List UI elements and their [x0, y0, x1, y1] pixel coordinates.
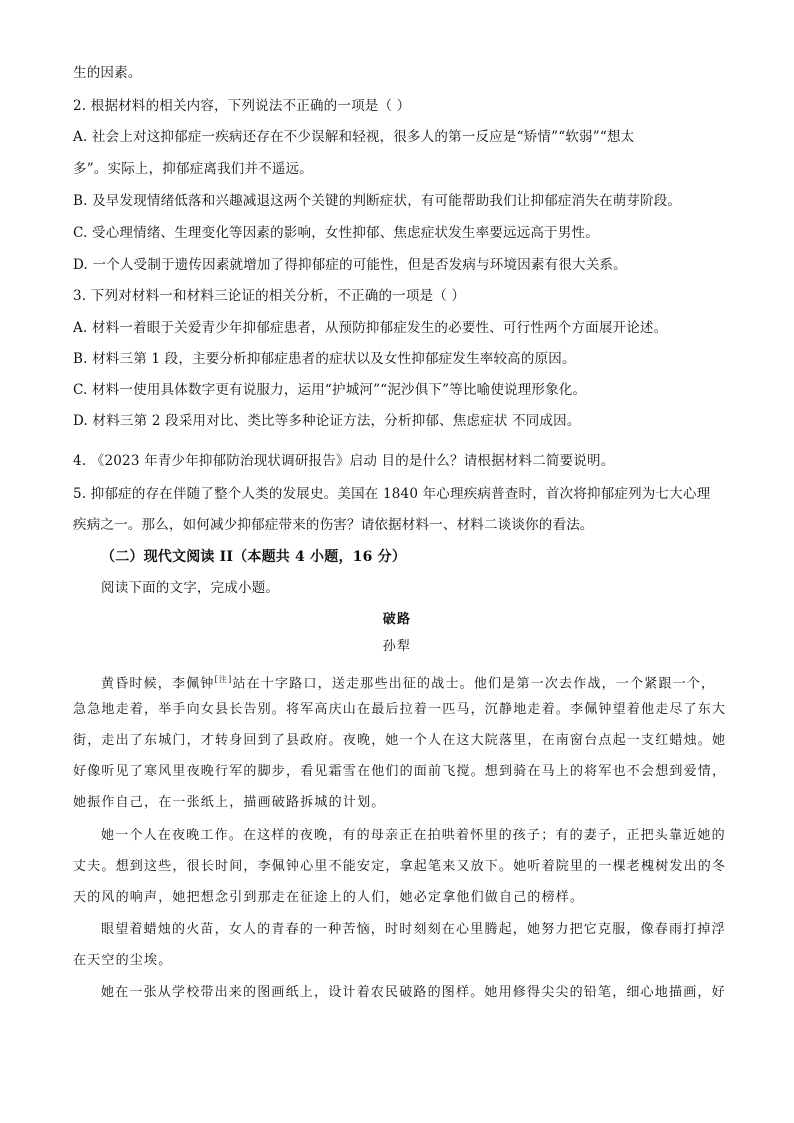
story-line: 她振作自己，在一张纸上，描画破路拆城的计划。	[73, 795, 386, 810]
option-a: A. 社会上对这抑郁症一疾病还存在不少误解和轻视，很多人的第一反应是“矫情”“软弱”“想太	[73, 129, 635, 145]
story-line-part: 站在十字路口，送走那些出征的战士。他们是第一次去作战，一个紧跟一个，	[232, 676, 716, 692]
footnote-mark: [注]	[214, 675, 233, 684]
story-line: 好像听见了寒风里夜晚行军的脚步，看见霜雪在他们的面前飞搅。想到骑在马上的将军也不会想到爱情，	[73, 764, 727, 779]
story-line: 丈夫。想到这些，很长时间，李佩钟心里不能安定，拿起笔来又放下。她听着院里的一棵老槐树发出的冬	[73, 859, 727, 874]
text-line: 疾病之一。那么，如何减少抑郁症带来的伤害？请依据材料一、材料二谈谈你的看法。	[73, 517, 594, 533]
instruction: 阅读下面的文字，完成小题。	[101, 580, 280, 596]
story-line	[101, 670, 715, 694]
story-line-part: 黄昏时候，李佩钟	[101, 676, 215, 692]
text-line: 生的因素。	[73, 65, 142, 81]
option-a: A. 材料一着眼于关爱青少年抑郁症患者，从预防抑郁症发生的必要性、可行性两个方面展开论述。	[73, 320, 668, 336]
story-line: 她一个人在夜晚工作。在这样的夜晚，有的母亲正在拍哄着怀里的孩子；有的妻子，正把头靠近她的	[101, 828, 726, 843]
story-line: 街，走出了东城门，才转身回到了县政府。夜晚，她一个人在这大院落里，在南窗台点起一支红蜡烛。她	[73, 733, 727, 748]
option-c: C. 受心理情绪、生理变化等因素的影响，女性抑郁、焦虑症状发生率要远远高于男性。	[73, 225, 599, 241]
question-3: 3. 下列对材料一和材料三论证的相关分析，不正确的一项是（ ）	[73, 288, 466, 304]
option-b: B. 及早发现情绪低落和兴趣减退这两个关键的判断症状，有可能帮助我们让抑郁症消失在萌芽阶段。	[73, 193, 682, 209]
story-line: 她在一张从学校带出来的图画纸上，设计着农民破路的图样。她用修得尖尖的铅笔，细心地描画，好	[101, 985, 726, 1000]
question-4: 4. 《2023 年青少年抑郁防治现状调研报告》启动 目的是什么？请根据材料二简要说明。	[73, 453, 615, 469]
story-author: 孙犁	[382, 639, 412, 654]
story-line: 在天空的尘埃。	[73, 953, 173, 968]
text-line: 多”。实际上，抑郁症离我们并不遥远。	[73, 161, 314, 177]
option-d: D. 材料三第 2 段采用对比、类比等多种论证方法，分析抑郁、焦虑症状 不同成因。	[73, 413, 581, 429]
story-line: 急急地走着，举手向女县长告别。将军高庆山在最后拉着一匹马，沉静地走着。李佩钟望着他走尽了东大	[73, 702, 727, 717]
story-title: 破路	[382, 612, 412, 627]
section-heading: （二）现代文阅读 II（本题共 4 小题，16 分）	[101, 549, 407, 565]
option-b: B. 材料三第 1 段，主要分析抑郁症患者的症状以及女性抑郁症发生率较高的原因。	[73, 351, 576, 367]
question-2: 2. 根据材料的相关内容，下列说法不正确的一项是（ ）	[73, 98, 411, 114]
question-5: 5. 抑郁症的存在伴随了整个人类的发展史。美国在 1840 年心理疾病普查时，首次将抑郁症列为七大心理	[73, 486, 711, 502]
story-line: 天的风的响声，她把想念引到那走在征途上的人们，她必定拿他们做自己的榜样。	[73, 890, 585, 905]
option-d: D. 一个人受制于遗传因素就增加了得抑郁症的可能性，但是否发病与环境因素有很大关系。	[73, 257, 627, 273]
story-line: 眼望着蜡烛的火苗，女人的青春的一种苦恼，时时刻刻在心里腾起，她努力把它克服，像春雨打掉浮	[101, 922, 726, 937]
option-c: C. 材料一使用具体数字更有说服力，运用“护城河”“泥沙俱下”等比喻使说理形象化。	[73, 382, 587, 398]
